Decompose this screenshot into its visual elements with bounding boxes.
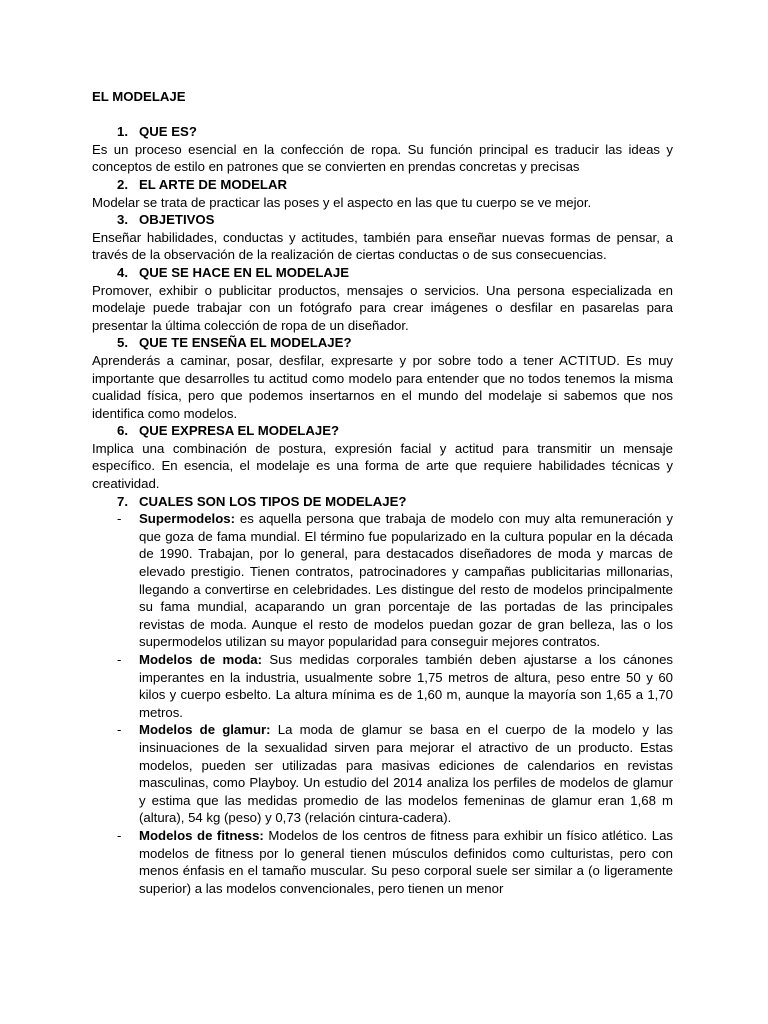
item-lead: Supermodelos: [139,511,235,527]
list-item [92,510,673,651]
section-heading: 7. CUALES SON LOS TIPOS DE MODELAJE? [117,493,407,509]
item-lead: Modelos de glamur: [139,722,271,738]
list-item [92,651,673,721]
list-dash: - [117,652,122,667]
section-heading: 2. EL ARTE DE MODELAR [117,176,287,192]
document-title: EL MODELAJE [92,89,186,104]
item-text: La moda de glamur se basa en el cuerpo de la modelo y las insinuaciones de la sexualidad sirven para mejorar el atractivo de un producto. Estas modelos, pueden ser utilizadas para masivas ediciones de calendarios en revistas masculinas, como Playboy. Un estudio del 2014 analiza los perfiles de modelos de glamur y estima que las medidas promedio de las modelos femeninas de glamur eran 1,68 m (altura), 54 kg (peso) y 0,73 (relación cintura-cadera). [139,722,673,826]
list-dash: - [117,827,122,843]
section-number: 7. [117,493,128,509]
section-heading: 6. QUE EXPRESA EL MODELAJE? [117,423,340,439]
section-3 [92,211,673,264]
list-item [92,721,673,827]
section-5 [92,334,673,422]
list-dash: - [117,722,122,738]
section-4 [92,264,673,334]
item-text: es aquella persona que trabaja de modelo con muy alta remuneración y que goza de fama mundial. El término fue popularizado en la cultura popular en la década de 1990. Trabajan, por lo general, para destacados diseñadores de moda y marcas de elevado prestigio. Tienen contratos, patrocinadores y campañas publicitarias millonarias, llegando a convertirse en celebridades. Les distingue del resto de modelos principalmente su fama mundial, acaparando un gran porcentaje de las portadas de las principales revistas de moda. Aunque el resto de modelos puedan gozar de gran belleza, las o los supermodelos utilizan su mayor popularidad para conseguir mejores contratos. [139,511,673,650]
section-6 [92,422,673,492]
section-number: 2. [117,176,128,192]
section-text: Implica una combinación de postura, expresión facial y actitud para transmitir un mensaje específico. En esencia, el modelaje es una forma de arte que requiere habilidades técnicas y creatividad. [92,440,673,492]
section-number: 4. [117,264,128,280]
section-text: Aprenderás a caminar, posar, desfilar, expresarte y por sobre todo a tener ACTITUD. Es muy importante que desarrolles tu actitud como modelo para entender que no todos tenemos la misma cualidad física, pero que podemos insertarnos en el mundo del modelaje si sabemos que nos identifica como modelos. [92,352,673,421]
section-number: 6. [117,423,128,439]
section-text: Es un proceso esencial en la confección de ropa. Su función principal es traducir las ideas y conceptos de estilo en patrones que se convierten en prendas concretas y precisas [92,141,673,175]
section-heading: 4. QUE SE HACE EN EL MODELAJE [117,264,350,280]
section-heading: 1. QUE ES? [117,124,197,140]
section-text: Modelar se trata de practicar las poses y el aspecto en las que tu cuerpo se ve mejor. [92,194,592,210]
section-1 [92,123,673,176]
item-text: Modelos de los centros de fitness para exhibir un físico atlético. Las modelos de fitness por lo general tienen músculos definidos como culturistas, pero con menos énfasis en el tamaño muscular. Su peso corporal suele ser similar a (o ligeramente superior) a las modelos convencionales, pero tienen un menor [139,827,673,896]
section-heading: 3. OBJETIVOS [117,212,215,228]
item-text: Sus medidas corporales también deben ajustarse a los cánones imperantes en la industria, usualmente sobre 1,75 metros de altura, peso entre 50 y 60 kilos y cuerpo esbelto. La altura mínima es de 1,60 m, aunque la mayoría son 1,65 a 1,70 metros. [139,652,673,720]
section-number: 1. [117,124,128,140]
section-number: 3. [117,212,128,228]
section-number: 5. [117,335,128,351]
list-item [92,827,673,897]
section-text: Enseñar habilidades, conductas y actitudes, también para enseñar nuevas formas de pensar, a través de la observación de la realización de ciertas conductas o de sus consecuencias. [92,229,673,263]
item-lead: Modelos de moda: [139,652,263,667]
section-7 [92,493,673,898]
section-heading: 5. QUE TE ENSEÑA EL MODELAJE? [117,335,352,351]
section-2 [92,176,673,211]
list-dash: - [117,511,122,527]
item-lead: Modelos de fitness: [139,827,264,843]
section-text: Promover, exhibir o publicitar productos, mensajes o servicios. Una persona especializada en modelaje puede trabajar con un fotógrafo para crear imágenes o desfilar en pasarelas para presentar la última colección de ropa de un diseñador. [92,282,673,333]
